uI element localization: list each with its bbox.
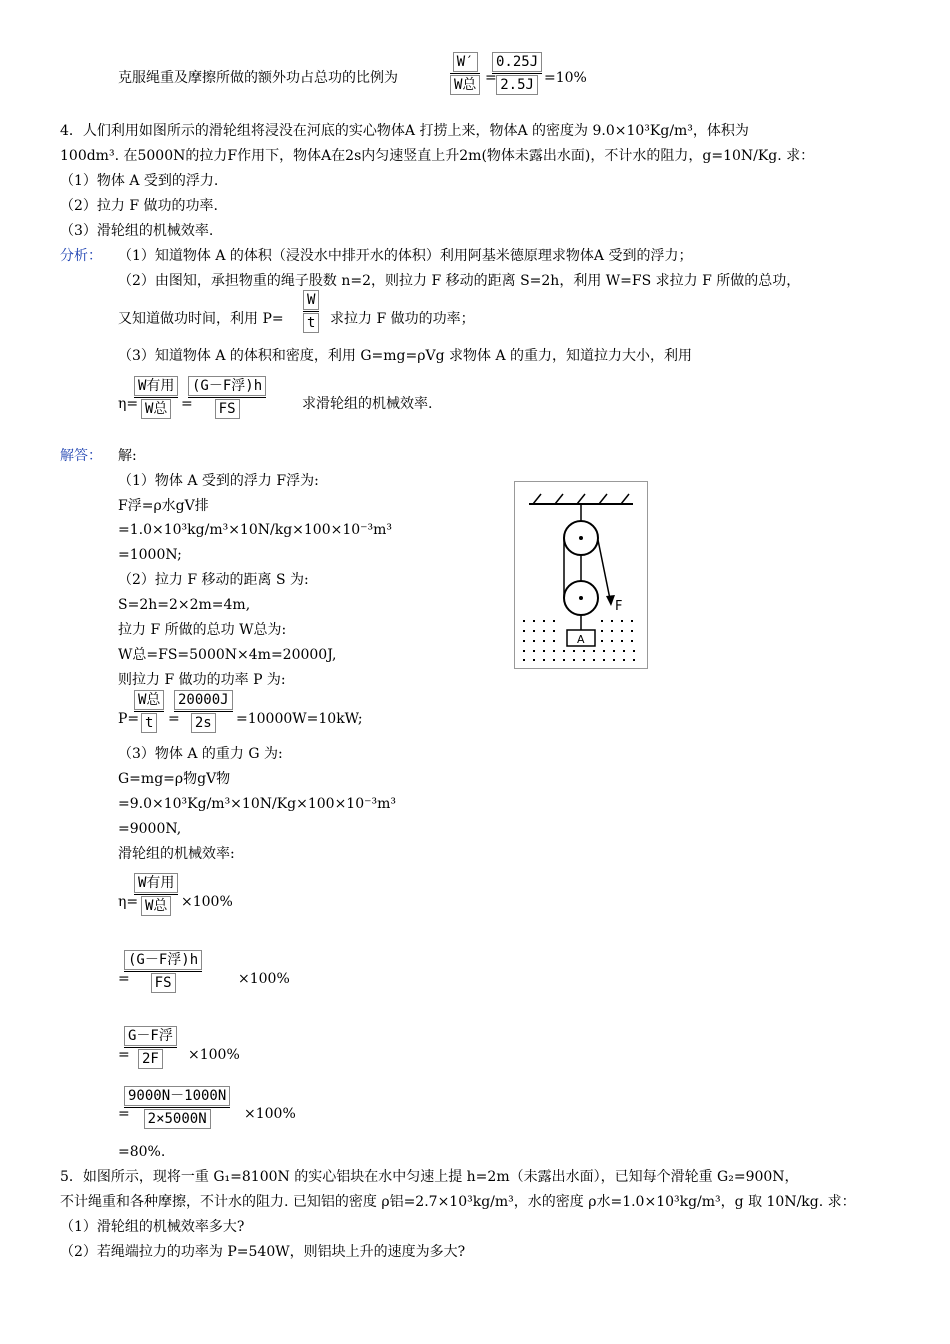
fraction-power-values [174,690,233,733]
analysis-p4: （3）知道物体 A 的体积和密度，利用 G=mg=ρVg 求物体 A 的重力，知道拉力大小，利用 [118,348,693,364]
analysis-p2: （2）由图知，承担物重的绳子股数 n=2，则拉力 F 移动的距离 S=2h，利用 W=FS 求拉力 F 所做的总功， [118,273,801,289]
q5-line2: 不计绳重和各种摩擦，不计水的阻力. 已知铝的密度 ρ铝=2.7×10³kg/m³，水的密度 ρ水=1.0×10³kg/m³，g 取 10N/kg. 求： [60,1194,856,1210]
solution-intro: 解: [118,448,137,464]
block-label: A [577,633,585,646]
equals-sign: = [485,70,497,86]
denominator: W总 [450,75,480,95]
sol-line: 拉力 F 所做的总功 W总为: [118,622,287,638]
numerator: G－F浮 [124,1026,177,1046]
q4-line2: 100dm³. 在5000N的拉力F作用下，物体A在2s内匀速竖直上升2m(物体未露出水面)，不计水的阻力，g=10N/Kg. 求： [60,148,815,164]
denominator: 2F [138,1049,163,1069]
analysis-p3b: 求拉力 F 做功的功率； [330,311,475,327]
fraction-eff-2 [124,950,202,993]
fraction-values [492,52,542,95]
denominator: FS [151,973,176,993]
pulley-svg [515,482,647,668]
numerator: W [303,290,319,310]
q4-sub1: （1）物体 A 受到的浮力. [60,173,219,189]
sol-line: =9000N, [118,821,182,837]
result-text: =10% [544,70,587,86]
q5-sub2: （2）若绳端拉力的功率为 P=540W，则铝块上升的速度为多大? [60,1244,466,1260]
equals-sign: = [181,396,193,412]
equals-sign: = [168,711,180,727]
sol-line: =9.0×10³Kg/m³×10N/Kg×100×10⁻³m³ [118,796,396,812]
numerator: 20000J [174,690,233,710]
numerator: (G－F浮)h [124,950,202,970]
analysis-label: 分析： [60,248,102,264]
times-100: ×100% [244,1106,296,1122]
numerator: W有用 [134,873,178,893]
q4-line1: 4．人们利用如图所示的滑轮组将浸没在河底的实心物体A 打捞上来，物体A 的密度为 9.0×10³Kg/m³，体积为 [60,123,749,139]
pulley-diagram [514,481,648,669]
power-result: =10000W=10kW; [236,711,363,727]
numerator: W总 [134,690,164,710]
eq-sign: = [118,1047,130,1063]
denominator: 2.5J [496,75,538,95]
sol-line: 滑轮组的机械效率: [118,846,235,862]
sol-line: （3）物体 A 的重力 G 为: [118,746,283,762]
numerator: W有用 [134,376,178,396]
q4-sub3: （3）滑轮组的机械效率. [60,223,214,239]
eq-sign: = [118,1106,130,1122]
denominator: W总 [141,399,171,419]
analysis-p1: （1）知道物体 A 的体积（浸没水中排开水的体积）利用阿基米德原理求物体A 受到的浮力； [118,248,693,264]
sol-line: =1.0×10³kg/m³×10N/kg×100×10⁻³m³ [118,522,393,538]
sol-line: =1000N; [118,547,182,563]
analysis-p3a: 又知道做功时间，利用 P= [118,311,284,327]
fraction-efficiency-expanded [188,376,266,419]
sol-line: （1）物体 A 受到的浮力 F浮为: [118,473,319,489]
intro-text: 克服绳重及摩擦所做的额外功占总功的比例为 [118,70,398,86]
denominator: t [303,313,319,333]
denominator: t [141,713,157,733]
fraction-power [303,290,319,333]
denominator: 2×5000N [144,1109,211,1129]
sol-line: 则拉力 F 做功的功率 P 为: [118,672,286,688]
q4-sub2: （2）拉力 F 做功的功率. [60,198,218,214]
times-100: ×100% [238,971,290,987]
analysis-p5: 求滑轮组的机械效率. [302,396,433,412]
numerator: 0.25J [492,52,542,72]
sol-line: G=mg=ρ物gV物 [118,771,231,787]
times-100: ×100% [188,1047,240,1063]
numerator: (G－F浮)h [188,376,266,396]
sol-line: F浮=ρ水gV排 [118,498,209,514]
denominator: W总 [141,896,171,916]
sol-line: S=2h=2×2m=4m, [118,597,251,613]
fraction-eff-1 [134,873,178,916]
denominator: 2s [191,713,216,733]
fraction-power-formula [134,690,164,733]
sol-line: （2）拉力 F 移动的距离 S 为: [118,572,309,588]
fraction-eff-4 [124,1086,230,1129]
analysis-eta: η= [118,396,139,412]
denominator: FS [215,399,240,419]
numerator: 9000N－1000N [124,1086,230,1106]
numerator: W′ [453,52,478,72]
eta-label: η= [118,894,139,910]
eq-sign: = [118,971,130,987]
fraction-efficiency [134,376,178,419]
times-100: ×100% [181,894,233,910]
sol-line: W总=FS=5000N×4m=20000J, [118,647,337,663]
q5-sub1: （1）滑轮组的机械效率多大? [60,1219,245,1235]
fraction-extra-work [450,52,480,95]
force-label: F [615,599,623,614]
final-result: =80%. [118,1144,166,1160]
solution-label: 解答： [60,448,102,464]
fraction-eff-3 [124,1026,177,1069]
power-label: P= [118,711,140,727]
q5-line1: 5．如图所示，现将一重 G₁=8100N 的实心铝块在水中匀速上提 h=2m（未露出水面），已知每个滑轮重 G₂=900N， [60,1169,799,1185]
